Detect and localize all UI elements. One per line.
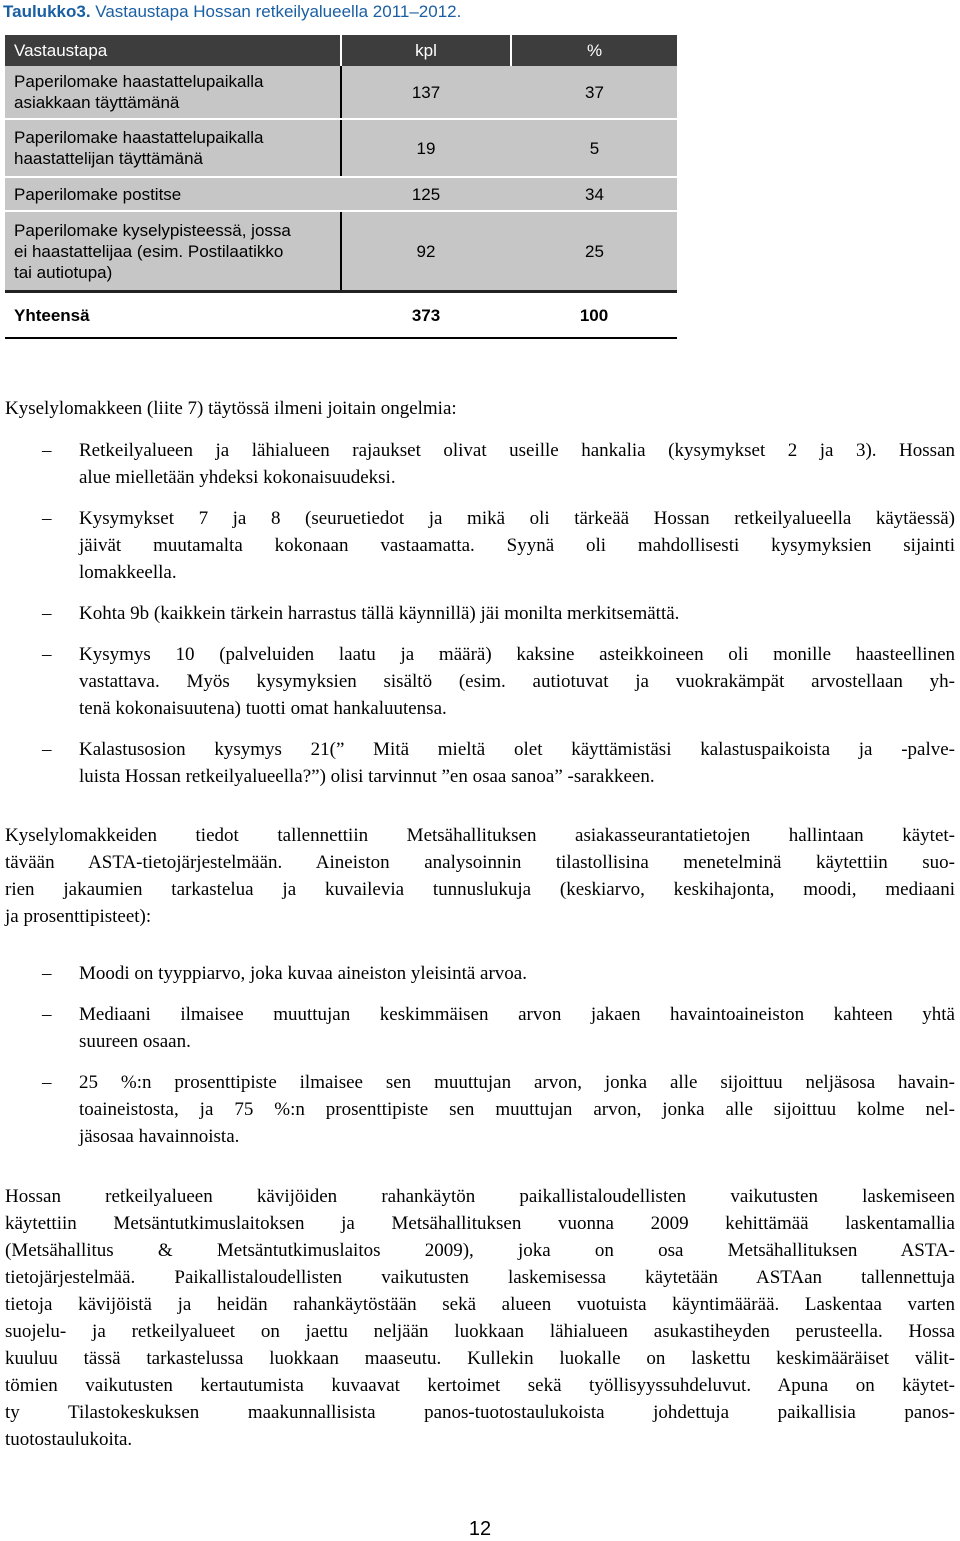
statistics-list [5,960,955,1150]
list-item: – Mediaani ilmaisee muuttujan keskimmäisen arvon jakaen havaintoaineiston kahteen yhtä suureen osaan. [5,1001,955,1055]
header-pct: % [511,35,677,66]
table-row [5,119,677,177]
row-label: Paperilomake haastattelupaikalla haastattelijan täyttämänä [5,119,341,177]
list-item: – 25 %:n prosenttipiste ilmaisee sen muuttujan arvon, jonka alle sijoittuu neljäsosa havain- toaineistosta, ja 75 %:n prosenttipiste sen muuttujan arvon, jonka alle sijoittuu kolme nel- jäsosaa havainnoista. [5,1069,955,1150]
header-kpl: kpl [341,35,511,66]
page-number: 12 [468,1518,492,1540]
dash-bullet: – [42,508,52,529]
table-caption [3,2,461,22]
total-pct: 100 [511,292,677,339]
header-vastaustapa: Vastaustapa [5,35,341,66]
list-item: – Kohta 9b (kaikkein tärkein harrastus tällä käynnillä) jäi monilta merkitsemättä. [5,600,955,627]
response-method-table [5,35,677,339]
analysis-paragraph: Kyselylomakkeiden tiedot tallennettiin Metsähallituksen asiakasseurantatietojen hallintaan käytet- tävään ASTA-tietojärjestelmään. Aineiston analysoinnin tilastollisina menetelminä käytettiin suo- rien jakaumien tarkastelua ja kuvailevia tunnuslukuja (keskiarvo, keskihajonta, moodi, mediaani ja prosenttipisteet): [5,825,955,927]
total-kpl: 373 [341,292,511,339]
list-item: – Retkeilyalueen ja lähialueen rajaukset olivat useille hankalia (kysymykset 2 ja 3). Hossan alue mielletään yhdeksi kokonaisuudeksi. [5,437,955,491]
list-item: – Moodi on tyyppiarvo, joka kuvaa aineiston yleisintä arvoa. [5,960,955,987]
row-pct: 25 [511,211,677,292]
dash-bullet: – [42,440,52,461]
intro-paragraph: Kyselylomakkeen (liite 7) täytössä ilmeni joitain ongelmia: [5,398,457,419]
row-label: Paperilomake postitse [5,177,341,211]
table-row [5,66,677,119]
row-kpl: 137 [341,66,511,119]
row-kpl: 92 [341,211,511,292]
dash-bullet: – [42,1072,52,1093]
table-row [5,177,677,211]
problems-list [5,437,955,790]
table-header-row [5,35,677,66]
list-item: – Kysymykset 7 ja 8 (seuruetiedot ja mikä oli tärkeää Hossan retkeilyalueella käytäessä) jäivät muutamalta kokonaan vastaamatta. Syynä oli mahdollisesti kysymyksien sijainti lomakkeella. [5,505,955,586]
dash-bullet: – [42,963,52,984]
dash-bullet: – [42,603,52,624]
dash-bullet: – [42,644,52,665]
row-kpl: 19 [341,119,511,177]
list-item: – Kalastusosion kysymys 21(” Mitä mieltä olet käyttämistäsi kalastuspaikoista ja -palve- luista Hossan retkeilyalueella?”) olisi tarvinnut ”en osaa sanoa” -sarakkeen. [5,736,955,790]
total-label: Yhteensä [5,292,341,339]
dash-bullet: – [42,1004,52,1025]
economics-paragraph: Hossan retkeilyalueen kävijöiden rahankäytön paikallistaloudellisten vaikutusten laskemiseen käytettiin Metsäntutkimuslaitoksen ja Metsähallituksen vuonna 2009 kehittämää laskentamallia (Metsähallitus & Metsäntutkimuslaitos 2009), joka on osa Metsähallituksen ASTA- tietojärjestelmää. Paikallistaloudellisten vaikutusten laskemisessa käytetään ASTAan tallennettuja tietoja kävijöistä ja heidän rahankäytöstään sekä alueen vuotuista käyntimäärää. Laskentaa varten suojelu- ja retkeilyalueet on jaettu neljään luokkaan lähialueen asukastiheyden perusteella. Hossa kuuluu tässä tarkastelussa luokkaan maaseutu. Kullekin luokalle on laskettu keskimääräiset välit- tömien vaikutusten kertautumista kuvaavat kertoimet sekä työllisyyssuhdeluvut. Apuna on käytet- ty Tilastokeskuksen maakunnallisista panos-tuotostaulukoista johdettuja paikallisia panos- tuotostaulukoita. [5,1186,955,1450]
table-total-row [5,292,677,339]
caption-text: Vastaustapa Hossan retkeilyalueella 2011–2012. [90,2,462,21]
dash-bullet: – [42,739,52,760]
row-pct: 34 [511,177,677,211]
caption-label: Taulukko3. [3,2,91,21]
row-label: Paperilomake kyselypisteessä, jossa ei haastattelijaa (esim. Postilaatikko tai autiotupa) [5,211,341,292]
row-label: Paperilomake haastattelupaikalla asiakkaan täyttämänä [5,66,341,119]
row-kpl: 125 [341,177,511,211]
row-pct: 37 [511,66,677,119]
row-pct: 5 [511,119,677,177]
list-item: – Kysymys 10 (palveluiden laatu ja määrä) kaksine asteikkoineen oli monille haasteellinen vastattava. Myös kysymyksien sisältö (esim. autiotuvat ja vuokrakämpät arvostellaan yh- tenä kokonaisuutena) tuotti omat hankaluutensa. [5,641,955,722]
table-row [5,211,677,292]
